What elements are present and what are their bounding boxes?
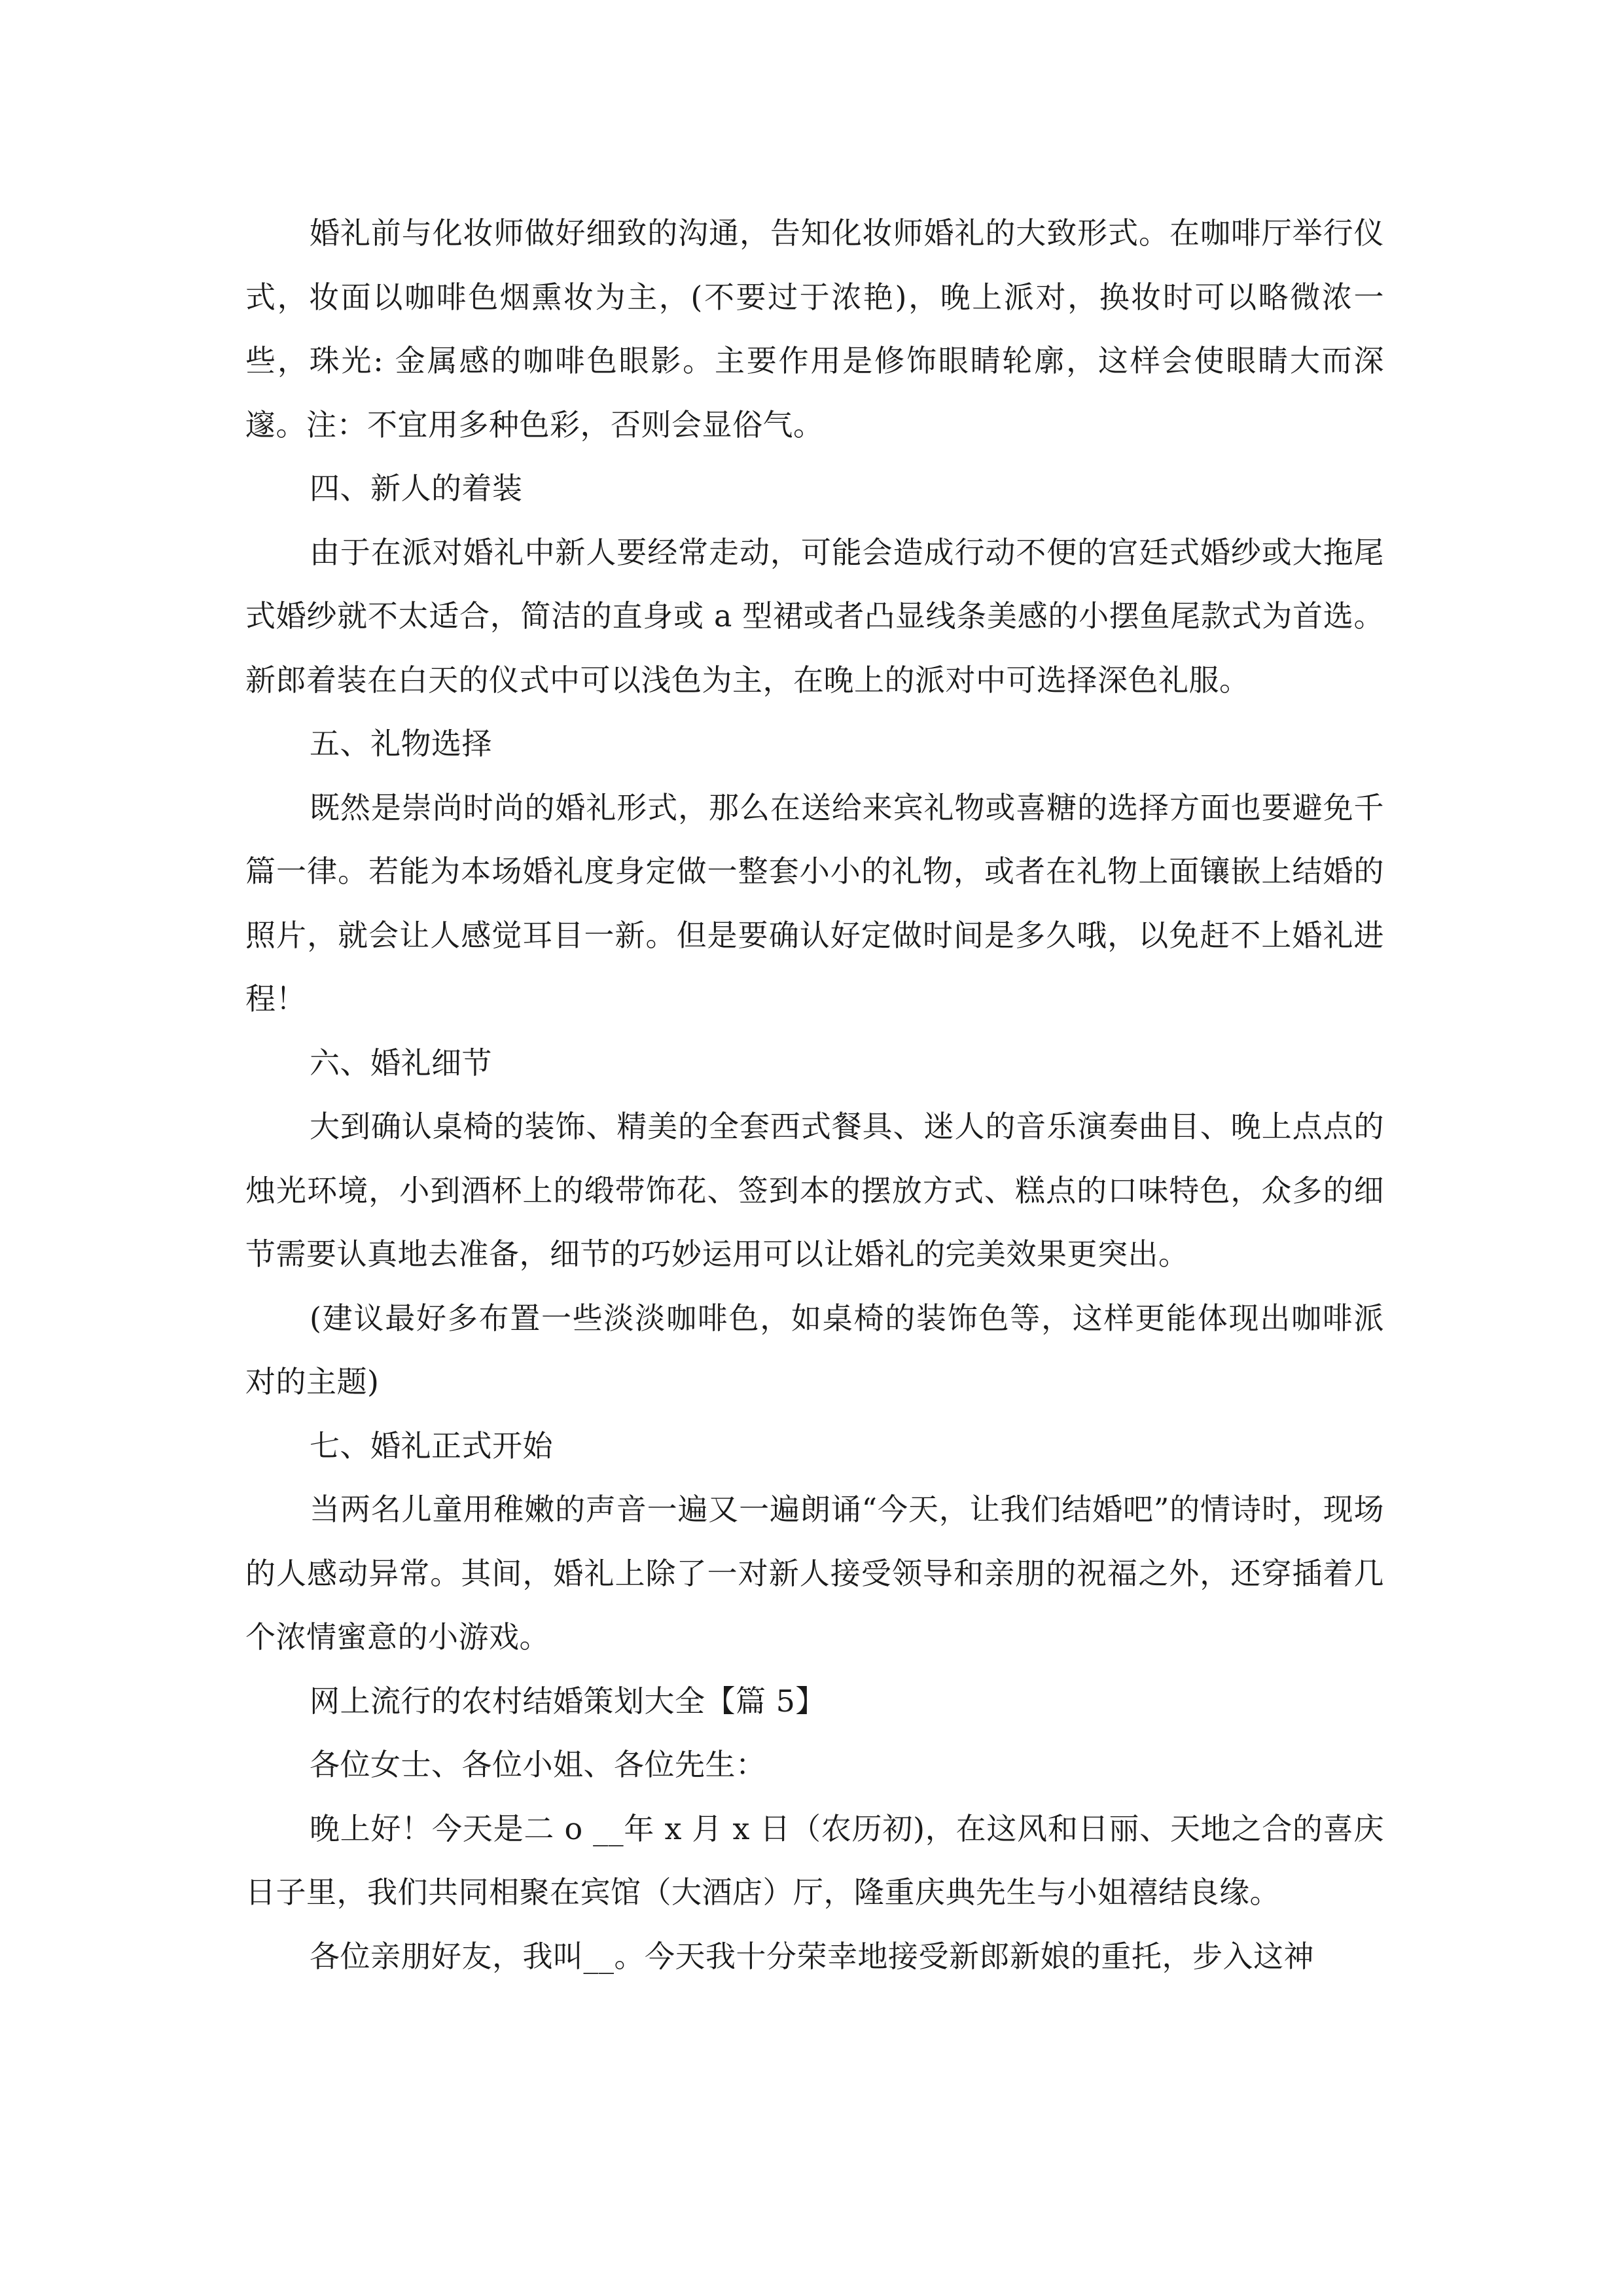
paragraph-wedding-details: 大到确认桌椅的装饰、精美的全套西式餐具、迷人的音乐演奏曲目、晚上点点的烛光环境，小到酒杯上的缎带饰花、签到本的摆放方式、糕点的口味特色，众多的细节需要认真地去准备，细节的巧妙运用可以让婚礼的完美效果更突出。 (245, 1109, 1384, 1272)
section-heading-details: 六、婚礼细节 (310, 1045, 492, 1081)
paragraph-ceremony-start: 当两名儿童用稚嫩的声音一遍又一遍朗诵“今天，让我们结婚吧”的情诗时，现场的人感动异常。其间，婚礼上除了一对新人接受领导和亲朋的祝福之外，还穿插着几个浓情蜜意的小游戏。 (245, 1492, 1384, 1655)
article-title-part5: 网上流行的农村结婚策划大全【篇 5】 (310, 1683, 826, 1719)
paragraph-gifts-details: 既然是崇尚时尚的婚礼形式，那么在送给来宾礼物或喜糖的选择方面也要避免千篇一律。若能为本场婚礼度身定做一整套小小的礼物，或者在礼物上面镶嵌上结婚的照片，就会让人感觉耳目一新。但是要确认好定做时间是多久哦，以免赶不上婚礼进程！ (245, 789, 1384, 1016)
section-heading-ceremony-start: 七、婚礼正式开始 (310, 1427, 553, 1463)
paragraph-attire-details: 由于在派对婚礼中新人要经常走动，可能会造成行动不便的宫廷式婚纱或大拖尾式婚纱就不太适合，简洁的直身或 a 型裙或者凸显线条美感的小摆鱼尾款式为首选。新郎着装在白天的仪式中可以浅色为主，在晚上的派对中可选择深色礼服。 (245, 534, 1384, 698)
paragraph-greeting: 各位女士、各位小姐、各位先生： (310, 1747, 766, 1782)
section-heading-attire: 四、新人的着装 (310, 471, 523, 506)
paragraph-makeup-details: 婚礼前与化妆师做好细致的沟通，告知化妆师婚礼的大致形式。在咖啡厅举行仪式，妆面以咖啡色烟熏妆为主，(不要过于浓艳)，晚上派对，换妆时可以略微浓一些，珠光: 金属感的咖啡色眼影。主要作用是修饰眼睛轮廓，这样会使眼睛大而深邃。注：不宜用多种色彩，否则会显俗气。 (245, 215, 1384, 442)
document-body (245, 202, 1384, 1988)
section-heading-gifts: 五、礼物选择 (310, 726, 492, 761)
paragraph-host-introduction: 各位亲朋好友，我叫__。今天我十分荣幸地接受新郎新娘的重托，步入这神 (310, 1938, 1314, 1974)
paragraph-suggestion-note: (建议最好多布置一些淡淡咖啡色，如桌椅的装饰色等，这样更能体现出咖啡派对的主题) (245, 1300, 1384, 1399)
paragraph-opening-remarks: 晚上好！今天是二 o __年 x 月 x 日（农历初)，在这风和日丽、天地之合的喜庆日子里，我们共同相聚在宾馆（大酒店）厅，隆重庆典先生与小姐禧结良缘。 (245, 1810, 1384, 1910)
